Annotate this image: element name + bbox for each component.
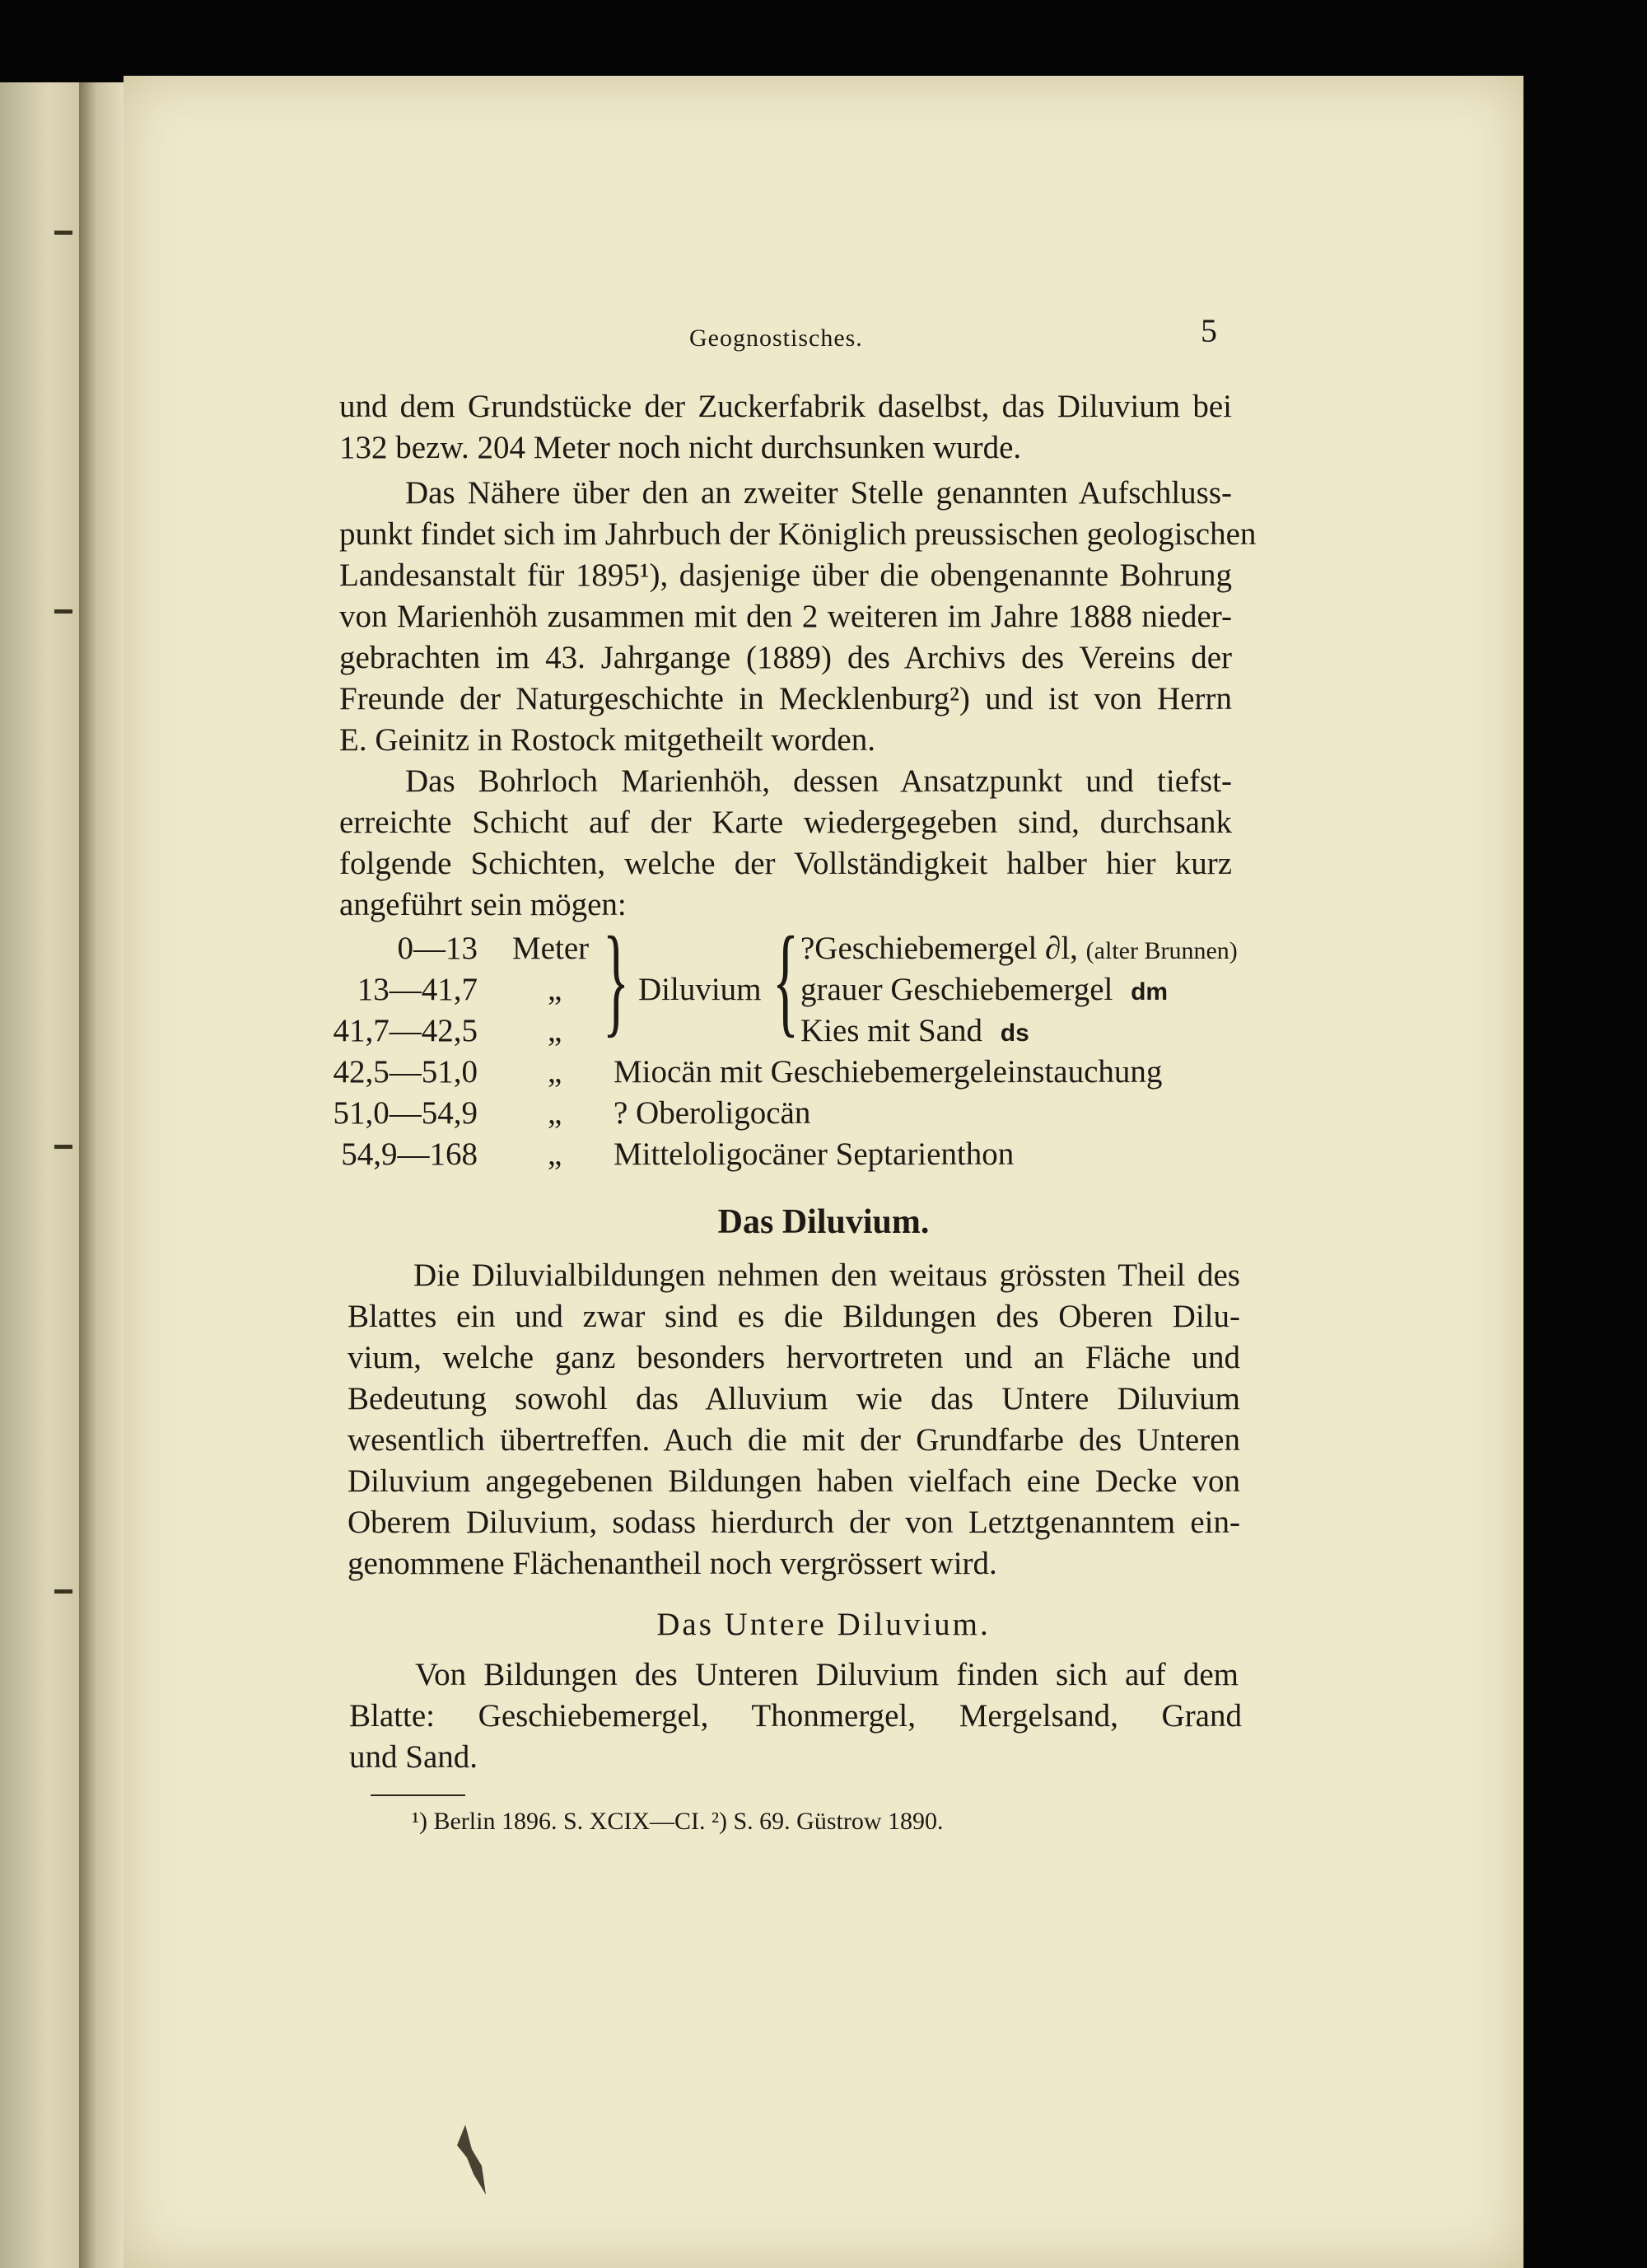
text-line: Blattes ein und zwar sind es die Bildungen des Oberen Dilu-	[348, 1299, 1240, 1334]
map-code: ds	[1000, 1020, 1029, 1047]
adjacent-page-edge	[0, 82, 81, 2268]
layer-cell: Kies mit Sand ds	[800, 1013, 1029, 1048]
text-line: gebrachten im 43. Jahrgange (1889) des Archivs des Vereins der	[339, 640, 1232, 675]
layer-cell: grauer Geschiebemergel dm	[800, 972, 1169, 1007]
text-line: Die Diluvialbildungen nehmen den weitaus grössten Theil des	[413, 1258, 1240, 1293]
ditto-mark: „	[548, 1013, 562, 1048]
page-number: 5	[1201, 312, 1217, 349]
ditto-mark: „	[548, 972, 562, 1007]
text-line: erreichte Schicht auf der Karte wiedergegeben sind, durchsank	[339, 805, 1232, 840]
layer-cell: Mitteloligocäner Septarienthon	[614, 1136, 1015, 1172]
depth-cell: 0—13	[397, 931, 478, 966]
text-line: Von Bildungen des Unteren Diluvium finden sich auf dem	[415, 1657, 1239, 1692]
depth-cell: 13—41,7	[357, 972, 478, 1007]
layer-cell: Miocän mit Geschiebemergeleinstauchung	[614, 1054, 1163, 1090]
book-spine	[79, 82, 124, 2268]
text-line: und dem Grundstücke der Zuckerfabrik daselbst, das Diluvium bei	[339, 389, 1232, 424]
depth-cell: 54,9—168	[341, 1136, 478, 1172]
section-heading: Das Diluvium.	[717, 1203, 930, 1241]
ditto-mark: „	[548, 1095, 562, 1131]
footnote: ¹) Berlin 1896. S. XCIX—CI. ²) S. 69. Güstrow 1890.	[412, 1808, 944, 1835]
text-line: wesentlich übertreffen. Auch die mit der Grundfarbe des Unteren	[348, 1422, 1240, 1458]
text-line: folgende Schichten, welche der Vollständigkeit halber hier kurz	[339, 846, 1232, 881]
ditto-mark: „	[548, 1054, 562, 1090]
text-line: Das Bohrloch Marienhöh, dessen Ansatzpunkt und tiefst-	[405, 763, 1232, 799]
text-line: Das Nähere über den an zweiter Stelle genannten Aufschluss-	[405, 475, 1232, 511]
layer-cell: ?Geschiebemergel ∂l, (alter Brunnen)	[800, 931, 1238, 966]
text-line: 132 bezw. 204 Meter noch nicht durchsunken wurde.	[339, 430, 1022, 465]
layer-note: (alter Brunnen)	[1085, 937, 1238, 964]
layer-cell: ? Oberoligocän	[614, 1095, 811, 1131]
map-code: dm	[1131, 978, 1169, 1006]
text-line: vium, welche ganz besonders hervortreten und an Fläche und	[348, 1340, 1240, 1375]
ink-smudge	[449, 2125, 498, 2199]
text-line: und Sand.	[349, 1739, 478, 1775]
subsection-heading: Das Untere Diluvium.	[656, 1607, 991, 1642]
text-line: angeführt sein mögen:	[339, 887, 627, 922]
right-brace: }	[602, 912, 630, 1048]
text-line: von Marienhöh zusammen mit den 2 weiteren im Jahre 1888 nieder-	[339, 599, 1232, 634]
text-line: punkt findet sich im Jahrbuch der Königlich preussischen geologischen	[339, 516, 1257, 552]
text-line: Freunde der Naturgeschichte in Mecklenburg²) und ist von Herrn	[339, 681, 1232, 716]
text-line: Landesanstalt für 1895¹), dasjenige über die obengenannte Bohrung	[339, 558, 1232, 593]
text-line: Bedeutung sowohl das Alluvium wie das Untere Diluvium	[348, 1381, 1240, 1416]
text-line: Oberem Diluvium, sodass hierdurch der von Letztgenanntem ein-	[348, 1505, 1240, 1540]
group-label: Diluvium	[638, 972, 762, 1007]
text-line: genommene Flächenantheil noch vergrössert wird.	[348, 1546, 997, 1581]
left-brace: {	[772, 912, 800, 1048]
ditto-mark: „	[548, 1136, 562, 1172]
depth-cell: 41,7—42,5	[333, 1013, 478, 1048]
text-line: Diluvium angegebenen Bildungen haben vielfach eine Decke von	[348, 1463, 1240, 1499]
running-header: Geognostisches.	[689, 324, 863, 352]
unit-cell: Meter	[512, 931, 590, 966]
footnote-rule	[371, 1794, 465, 1796]
text-line: Blatte: Geschiebemergel, Thonmergel, Mergelsand, Grand	[349, 1698, 1242, 1734]
text-line: E. Geinitz in Rostock mitgetheilt worden.	[339, 722, 875, 758]
depth-cell: 42,5—51,0	[333, 1054, 478, 1090]
depth-cell: 51,0—54,9	[333, 1095, 478, 1131]
